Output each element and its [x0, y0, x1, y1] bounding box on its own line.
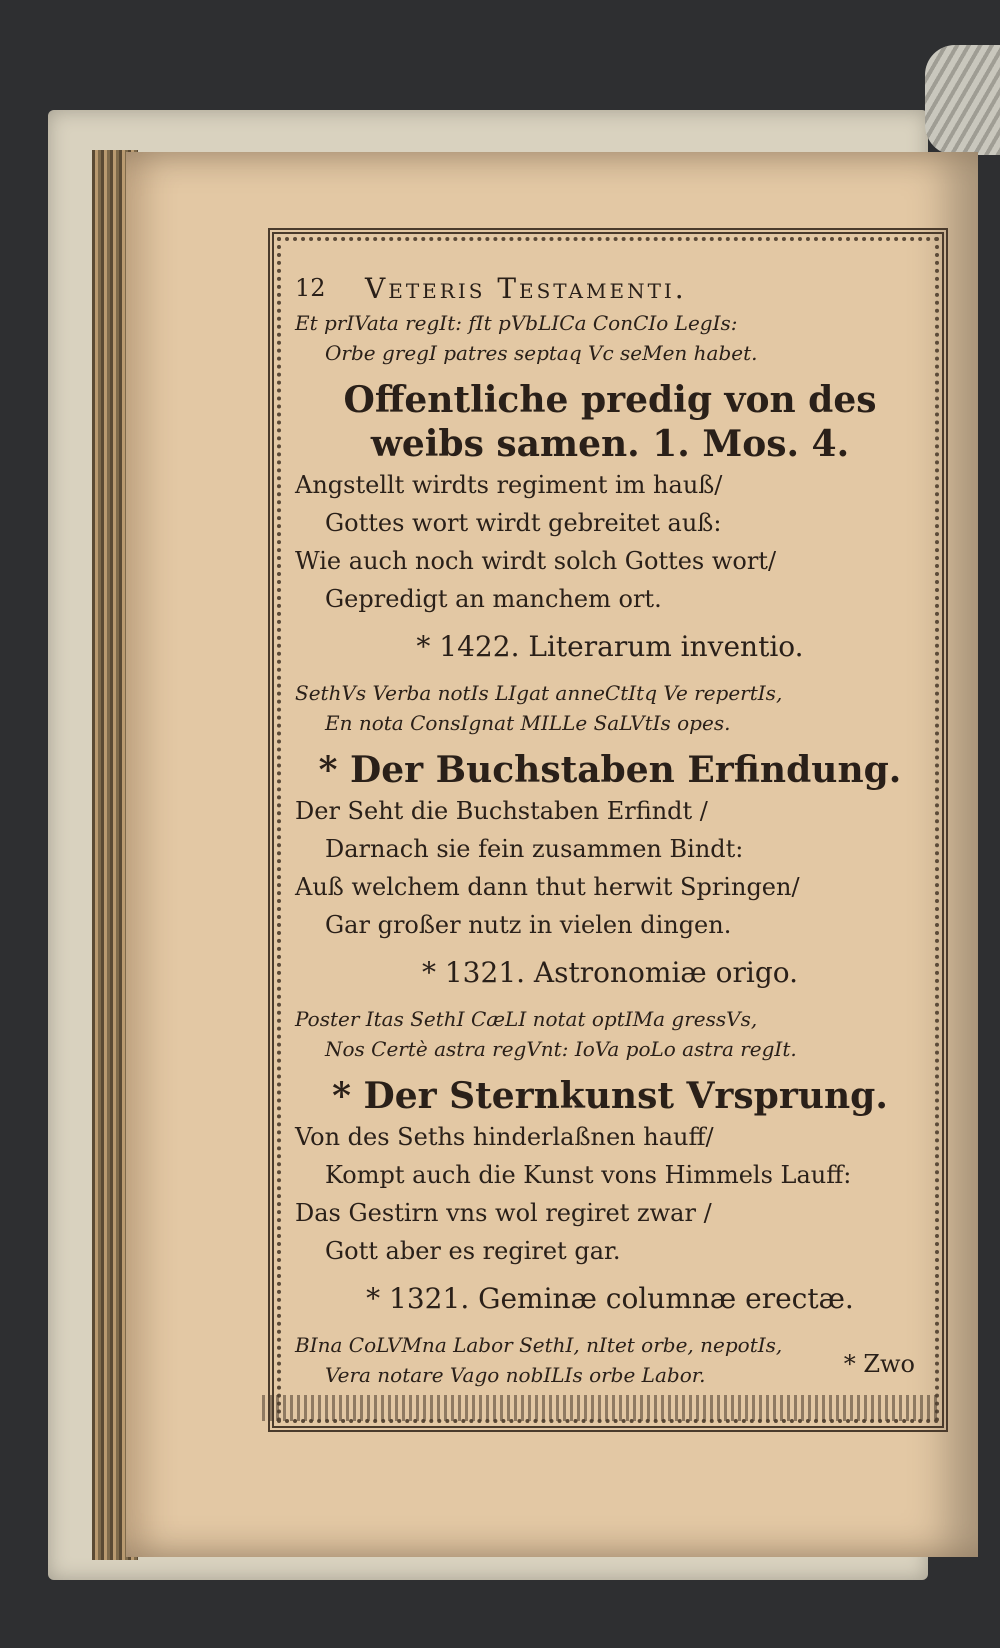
running-title: Veteris Testamenti. — [365, 271, 687, 305]
section-heading: * 1321. Astronomiæ origo. — [421, 956, 799, 989]
latin-verse: Vera notare Vago nobILIs orbe Labor. — [325, 1363, 706, 1387]
section-title: * Der Buchstaben Erfindung. — [318, 749, 902, 791]
german-verse: Der Seht die Buchstaben Erfindt / — [295, 797, 708, 825]
running-header — [295, 268, 925, 308]
page-number: 12 — [295, 274, 326, 302]
german-verse: Wie auch noch wirdt solch Gottes wort/ — [295, 547, 777, 575]
catchword: * Zwo — [843, 1350, 915, 1378]
german-verse: Von des Seths hinderlaßnen hauff/ — [295, 1123, 714, 1151]
latin-verse: En nota ConsIgnat MILLe SaLVtIs opes. — [325, 711, 731, 735]
german-verse: Angstellt wirdts regiment im hauß/ — [295, 471, 723, 499]
latin-verse: Nos Certè astra regVnt: IoVa poLo astra regIt. — [325, 1037, 797, 1061]
german-verse: Gott aber es regiret gar. — [325, 1237, 621, 1265]
latin-verse: Poster Itas SethI CæLI notat optIMa gressVs, — [295, 1007, 758, 1031]
german-verse: Gar großer nutz in vielen dingen. — [325, 911, 732, 939]
ribbon-bookmark — [925, 45, 1000, 155]
latin-verse: Orbe gregI patres septaq Vc seMen habet. — [325, 341, 758, 365]
latin-verse: BIna CoLVMna Labor SethI, nItet orbe, nepotIs, — [295, 1333, 783, 1357]
german-verse: Das Gestirn vns wol regiret zwar / — [295, 1199, 712, 1227]
section-heading: * 1321. Geminæ columnæ erectæ. — [366, 1282, 854, 1315]
german-verse: Gepredigt an manchem ort. — [325, 585, 662, 613]
german-verse: Darnach sie fein zusammen Bindt: — [325, 835, 744, 863]
german-verse: Gottes wort wirdt gebreitet auß: — [325, 509, 722, 537]
section-title: * Der Sternkunst Vrsprung. — [332, 1075, 888, 1117]
latin-verse: SethVs Verba notIs LIgat anneCtItq Ve repertIs, — [295, 681, 783, 705]
ornamental-footer-band — [262, 1395, 938, 1421]
german-verse: Kompt auch die Kunst vons Himmels Lauff: — [325, 1161, 852, 1189]
german-verse: Auß welchem dann thut herwit Springen/ — [295, 873, 800, 901]
section-heading: * 1422. Literarum inventio. — [416, 630, 804, 663]
section-title: Offentliche predig von des weibs samen. 1. Mos. 4. — [343, 379, 877, 465]
latin-verse: Et prIVata regIt: fIt pVbLICa ConCIo LegIs: — [295, 311, 738, 335]
page-text — [295, 268, 925, 1387]
